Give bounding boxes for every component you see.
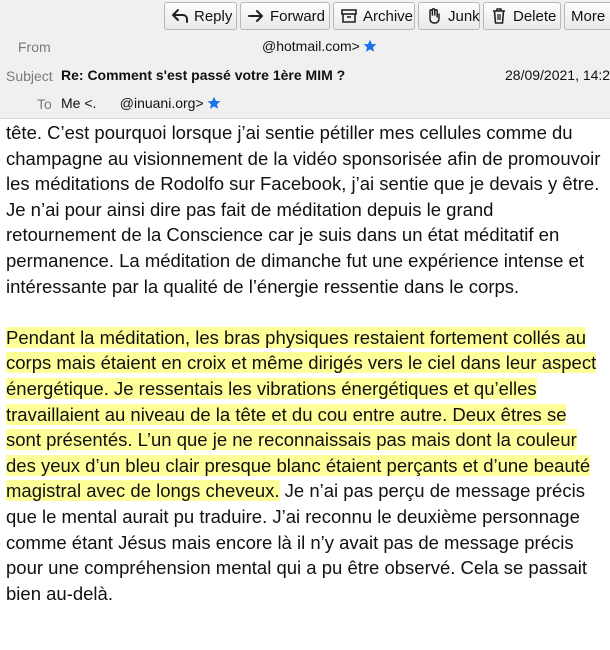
archive-label: Archive	[363, 7, 414, 25]
more-label: More	[571, 7, 606, 25]
reply-label: Reply	[194, 7, 233, 25]
from-address[interactable]	[262, 38, 377, 54]
to-address-text: Me <. @inuani.org>	[61, 95, 204, 111]
from-address-text: @hotmail.com>	[262, 38, 360, 54]
forward-icon	[247, 7, 265, 25]
subject-label: Subject	[6, 68, 53, 84]
junk-label: Junk	[448, 7, 480, 25]
junk-icon	[425, 7, 443, 25]
star-icon[interactable]	[207, 96, 221, 110]
subject-text: Re: Comment s'est passé votre 1ère MIM ?	[61, 67, 346, 83]
from-label: From	[18, 39, 51, 55]
delete-button[interactable]	[483, 2, 561, 30]
to-label: To	[37, 96, 52, 112]
message-paragraph-2	[6, 325, 606, 607]
message-toolbar	[164, 2, 610, 32]
archive-button[interactable]	[333, 2, 415, 30]
reply-button[interactable]	[164, 2, 237, 30]
paragraph-spacer	[6, 299, 606, 325]
archive-icon	[340, 7, 358, 25]
delete-icon	[490, 7, 508, 25]
message-paragraph-1: tête. C’est pourquoi lorsque j’ai sentie pétiller mes cellules comme du champagne au visionnement de la vidéo sponsorisée afin de promouvoir les méditations de Rodolfo sur Facebook, j’ai sentie que je devais y être. Je n’ai pour ainsi dire pas fait de méditation depuis le grand retournement de la Conscience car je suis dans un état méditatif en permanence. La méditation de dimanche fut une expérience intense et intéressante par la qualité de l’énergie ressentie dans le corps.	[6, 122, 601, 297]
to-address[interactable]	[61, 95, 221, 111]
junk-button[interactable]	[418, 2, 480, 30]
message-date: 28/09/2021, 14:2	[505, 67, 610, 83]
star-icon[interactable]	[363, 39, 377, 53]
more-button[interactable]	[564, 2, 610, 30]
reply-icon	[171, 7, 189, 25]
highlighted-text: Pendant la méditation, les bras physiques restaient fortement collés au corps mais étaient en croix et même dirigés vers le ciel dans leur aspect énergétique. Je ressentais les vibrations énergétiques et qu’elles travaillaient au niveau de la tête et du cou entre autre. Deux êtres se sont présentés. L’un que je ne reconnaissais pas mais dont la couleur des yeux d’un bleu clair presque blanc étaient perçants et d’une beauté magistral avec de longs cheveux.	[6, 326, 597, 502]
message-header	[0, 0, 610, 119]
forward-button[interactable]	[240, 2, 330, 30]
message-paragraph-2-rest: Je n’ai pas perçu de message précis que le mental aurait pu traduire. J’ai reconnu le deuxième personnage comme étant Jésus mais encore là il n’y avait pas de message précis pour une compréhension mental qui a pu être observé. Cela se passait bien au-delà.	[6, 480, 588, 604]
delete-label: Delete	[513, 7, 557, 25]
forward-label: Forward	[270, 7, 326, 25]
message-body	[6, 120, 606, 606]
